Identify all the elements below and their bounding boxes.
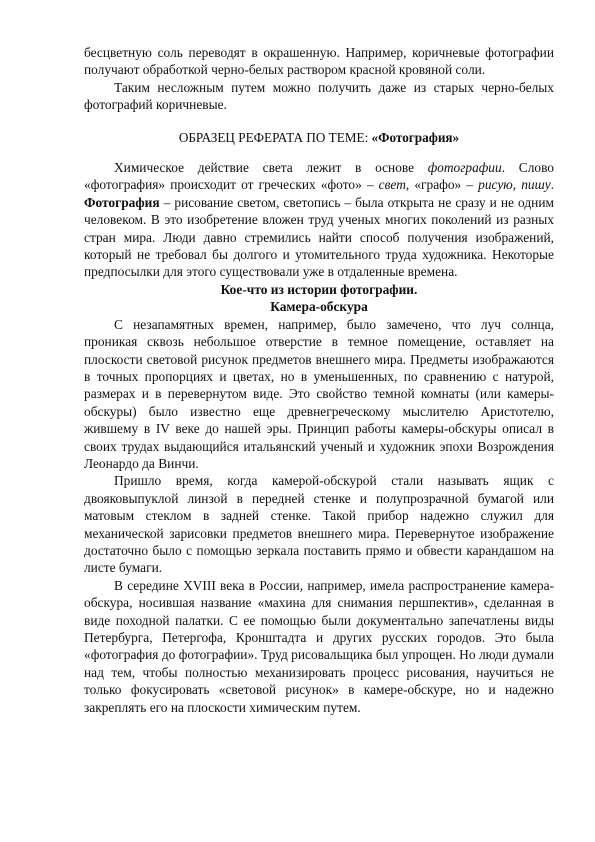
text-run-italic: свет: [378, 177, 406, 193]
history-subtitle: Камера-обскура: [270, 299, 368, 315]
text-run: , «графо» –: [405, 177, 479, 193]
paragraph-sample-1: [84, 159, 554, 281]
paragraph-history-1: С незапамятных времен, например, было замечено, что луч солнца, проникая сквозь небольшое отверстие в темное помещение, оставляет на плоскости световой рисунок предметов внешнего мира. Предметы изображаются в точных пропорциях и цветах, но в уменьшенных, по сравнению с натурой, размерах и в перевернутом виде. Это свойство темной комнаты (или камеры-обскуры) было известно еще древнегреческому мыслителю Аристотелю, жившему в IV веке до нашей эры. Принцип работы камеры-обскуры описал в своих трудах выдающийся итальянский ученый и художник эпохи Возрождения Леонардо да Винчи.: [84, 316, 554, 471]
text-run: – рисование светом, светопись – была открыта не сразу и не одним человеком. В это изобретение вложен труд ученых многих поколений из разных стран мира. Люди давно стремились найти способ получения изображений, который не требовал бы долгого и утомительного труда художника. Некоторые предпосылки для этого существовали уже в отдаленные времена.: [84, 194, 554, 280]
text-run-bold: Фотография: [84, 194, 160, 210]
text-run-italic: рисую, пишу: [478, 177, 551, 193]
heading-topic: «Фотография»: [371, 129, 460, 145]
paragraph-history-3: В середине XVIII века в России, например, имела распространение камера-обскура, носившая название «махина для снимания першпектив», сделанная в виде походной палатки. С ее помощью были документально запечатлены виды Петербурга, Петергофа, Кронштадта и других русских городов. Это была «фотография до фотографии». Труд рисовальщика был упрощен. Но люди думали над тем, чтобы полностью механизировать процесс рисования, научиться не только фокусировать «световой рисунок» в камере-обскуре, но и надежно закреплять его на плоскости химическим путем.: [84, 577, 554, 715]
paragraph-history-2: Пришло время, когда камерой-обскурой стали называть ящик с двояковыпуклой линзой в передней стенке и полупрозрачной бумагой или матовым стеклом в задней стенке. Такой прибор надежно служил для механической зарисовки предметов внешнего мира. Перевернутое изображение достаточно было с помощью зеркала поставить прямо и обвести карандашом на листе бумаги.: [84, 473, 554, 576]
document-page: [84, 44, 554, 716]
section-heading: [84, 129, 554, 146]
heading-prefix: ОБРАЗЕЦ РЕФЕРАТА ПО ТЕМЕ:: [178, 129, 372, 145]
text-run: Химическое действие света лежит в основе: [114, 160, 428, 176]
history-title: Кое-что из истории фотографии.: [220, 281, 418, 297]
text-run: .: [550, 177, 555, 193]
text-run-italic: фотографии: [427, 160, 502, 176]
paragraph-intro-2: Таким несложным путем можно получить даже из старых черно-белых фотографий коричневые.: [84, 79, 554, 113]
paragraph-intro-1: бесцветную соль переводят в окрашенную. Например, коричневые фотографии получают обработкой черно-белых раствором красной кровяной соли.: [84, 45, 554, 78]
text-run: . Слово «фотография» происходит от греческих «фото» –: [84, 160, 554, 193]
